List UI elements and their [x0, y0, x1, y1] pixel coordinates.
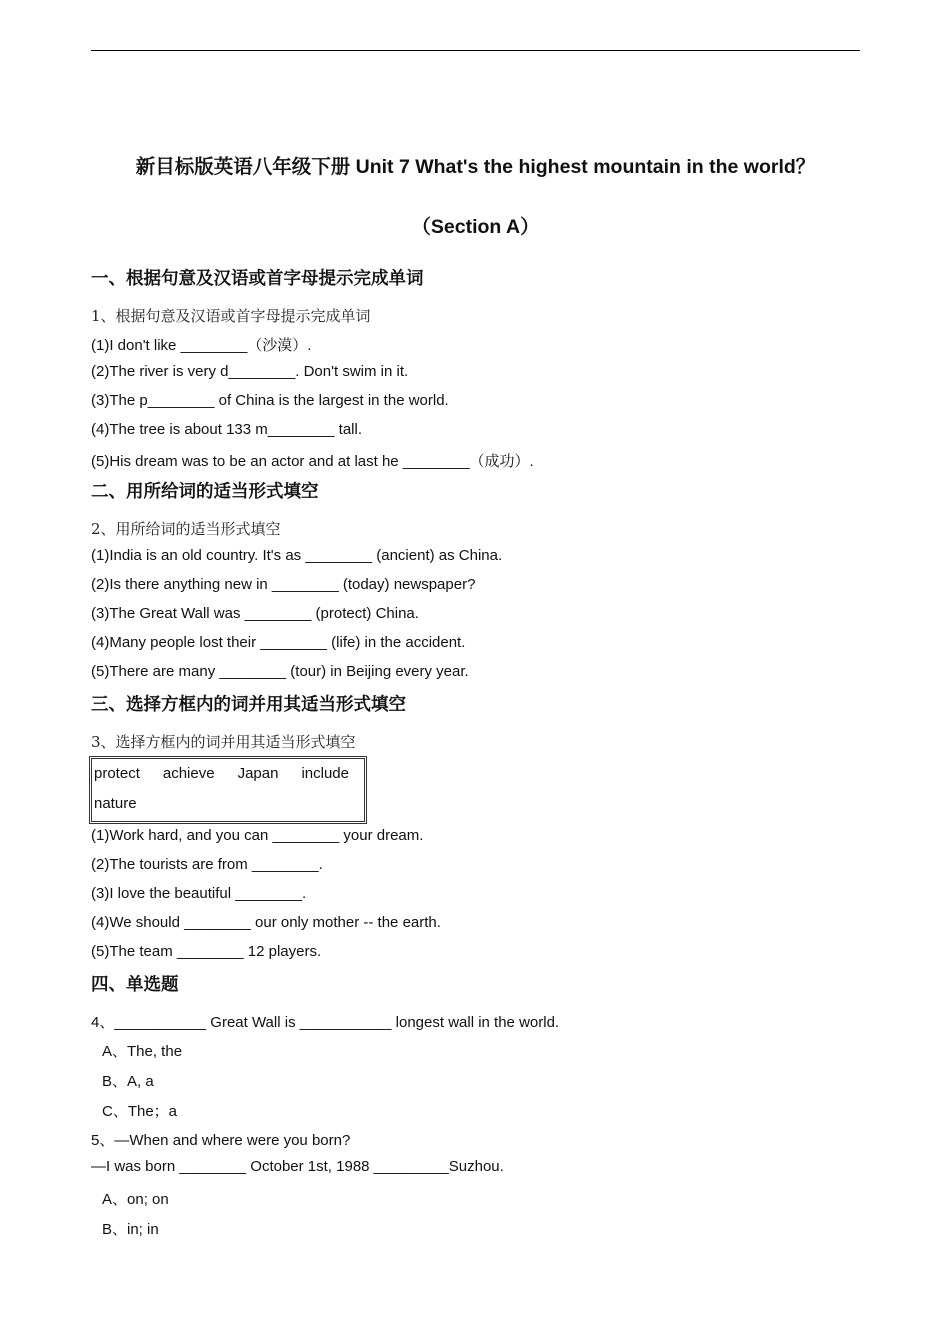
section1-item: (4)The tree is about 133 m________ tall.: [91, 421, 363, 438]
word-box-word: nature: [94, 795, 137, 812]
section1-heading: 一、根据句意及汉语或首字母提示完成单词: [91, 268, 424, 288]
word-box: [89, 756, 367, 824]
section3-heading: 三、选择方框内的词并用其适当形式填空: [91, 694, 406, 714]
section1-item: (1)I don't like ________（沙漠）.: [91, 337, 312, 354]
question-4-option: B、A, a: [102, 1073, 154, 1090]
section3-item: (2)The tourists are from ________.: [91, 856, 323, 873]
word-box-word: include: [301, 765, 349, 782]
question-4-stem: 4、___________ Great Wall is ___________ longest wall in the world.: [91, 1014, 560, 1031]
word-box-word: protect: [94, 765, 140, 782]
section3-subheading: 3、选择方框内的词并用其适当形式填空: [91, 733, 356, 751]
section2-item: (3)The Great Wall was ________ (protect) China.: [91, 605, 419, 622]
question-5-stem: 5、—When and where were you born?: [91, 1132, 351, 1149]
question-4-option: C、The；a: [102, 1103, 178, 1120]
section1-subheading: 1、根据句意及汉语或首字母提示完成单词: [91, 307, 371, 325]
section1-item: (3)The p________ of China is the largest in the world.: [91, 392, 449, 409]
section1-item: (5)His dream was to be an actor and at last he ________（成功）.: [91, 453, 534, 470]
document-subtitle: （Section A）: [411, 216, 540, 238]
document-title: 新目标版英语八年级下册 Unit 7 What's the highest mountain in the world？: [135, 156, 816, 178]
section3-item: (5)The team ________ 12 players.: [91, 943, 322, 960]
section3-item: (1)Work hard, and you can ________ your dream.: [91, 827, 424, 844]
section2-item: (4)Many people lost their ________ (life) in the accident.: [91, 634, 466, 651]
section2-heading: 二、用所给词的适当形式填空: [91, 481, 319, 501]
section1-item: (2)The river is very d________. Don't swim in it.: [91, 363, 409, 380]
header-rule: [91, 50, 860, 51]
question-5-option: B、in; in: [102, 1221, 159, 1238]
section3-item: (4)We should ________ our only mother -- the earth.: [91, 914, 441, 931]
section2-item: (1)India is an old country. It's as ________ (ancient) as China.: [91, 547, 503, 564]
section2-subheading: 2、用所给词的适当形式填空: [91, 520, 281, 538]
section2-item: (5)There are many ________ (tour) in Beijing every year.: [91, 663, 469, 680]
question-5-option: A、on; on: [102, 1191, 169, 1208]
question-5-stem-reply: —I was born ________ October 1st, 1988 _________Suzhou.: [91, 1158, 504, 1175]
section3-item: (3)I love the beautiful ________.: [91, 885, 307, 902]
question-4-option: A、The, the: [102, 1043, 183, 1060]
word-box-word: Japan: [237, 765, 279, 782]
section4-heading: 四、单选题: [91, 974, 179, 994]
section2-item: (2)Is there anything new in ________ (today) newspaper?: [91, 576, 476, 593]
word-box-word: achieve: [162, 765, 215, 782]
